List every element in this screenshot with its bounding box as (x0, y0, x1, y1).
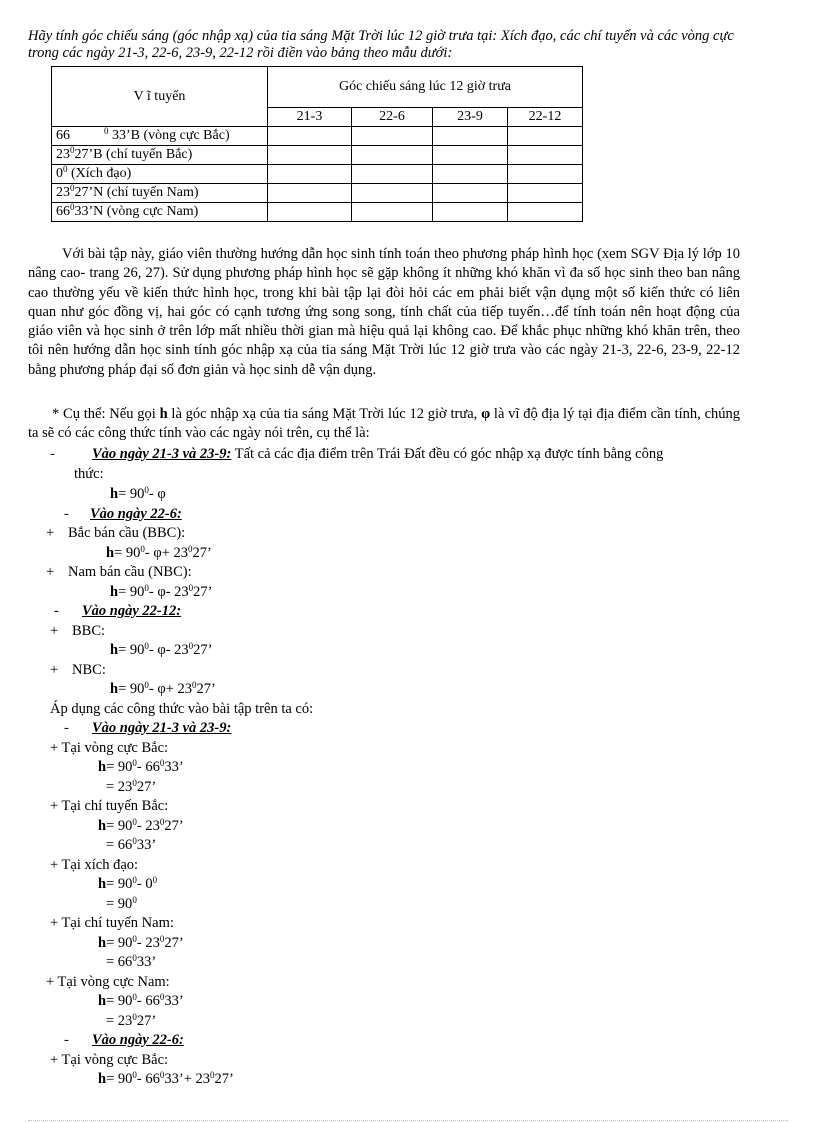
calc-result: = $23^027$’ (106, 1012, 157, 1029)
bullet-plus: + (46, 525, 55, 541)
formula-june-nbc: $h= 90^0-$ φ- $23^027$’ (110, 583, 213, 600)
formula-december-nbc: $h= 90^0-$ $\varphi+ 23^027$’ (110, 680, 216, 697)
calc-line: $h= 90^0-$ $0^0$ (98, 875, 158, 892)
calc-case-equinox: Vào ngày 21-3 và 23-9: (92, 720, 232, 736)
paragraph-method: Với bài tập này, giáo viên thường hướng dẫn học sinh tính toán theo phương pháp hình học (xem SGV Địa lý lớp 10 nâng cao- trang 26, 27). Sử dụng phương pháp hình học sẽ gặp không ít những khó khăn vì đa số học sinh theo ban nâng cao thường yếu về kiến thức hình học, trong khi bài tập lại đòi hỏi các em phải biết vận dụng một số kiến thức có liên quan như góc đồng vị, hai góc có cạnh tương ứng song song, tính chất của tiếp tuyến…để tính toán nên hoạt động của giáo viên và học sinh ở trên lớp mất nhiều thời gian mà hiệu quả lại không cao. Để khắc phục những khó khăn trên, theo tôi nên hướng dẫn học sinh tính góc nhập xạ của tia sáng Mặt Trời lúc 12 giờ trưa vào các ngày 21-3, 22-6, 23-9, 22-12 bằng phương pháp đại số đơn giản và học sinh dễ vận dụng. (28, 246, 740, 378)
col-latitude-header: V ĩ tuyến (52, 67, 268, 127)
calc-line: $h= 90^0-$ $23^027$’ (98, 934, 184, 951)
table-row (52, 165, 583, 184)
calc-line: $h= 90^0-$ $23^027$’ (98, 817, 184, 834)
label-bbc-short: BBC: (72, 623, 106, 639)
date-header: 23-9 (433, 108, 508, 127)
calc-label: + Tại chí tuyến Bắc: (50, 798, 169, 814)
latitude-cell: $66^033’N$ (vòng cực Nam) (52, 203, 268, 222)
apply-text: Áp dụng các công thức vào bài tập trên ta có: (50, 701, 314, 717)
case-equinox-cont: thức: (74, 466, 104, 482)
label-nbc: Nam bán cầu (NBC): (68, 564, 192, 580)
bullet-dash: - (64, 720, 69, 736)
date-header: 22-12 (508, 108, 583, 127)
case-june: Vào ngày 22-6: (90, 506, 182, 522)
calc-label: + Tại vòng cực Bắc: (50, 740, 169, 756)
page-bottom-rule (28, 1120, 788, 1121)
latitude-table (51, 66, 583, 222)
latitude-cell: 66 $^0$ 33’B (vòng cực Bắc) (52, 127, 268, 146)
case-december: Vào ngày 22-12: (82, 603, 182, 619)
bullet-dash: - (64, 506, 69, 522)
calc-case-june: Vào ngày 22-6: (92, 1032, 184, 1048)
date-header: 21-3 (268, 108, 352, 127)
col-angle-header: Góc chiếu sáng lúc 12 giờ trưa (268, 67, 583, 108)
bullet-plus: + (46, 564, 55, 580)
formula-june-bbc: $h= 90^0-$ $\varphi+ 23^027$’ (106, 544, 212, 561)
case-equinox: Vào ngày 21-3 và 23-9: Tất cả các địa điểm trên Trái Đất đều có góc nhập xạ được tính bằng công (92, 446, 664, 462)
calc-result: = $90^0$ (106, 895, 137, 912)
calc-result: = $66^033$’ (106, 836, 157, 853)
calc-result: = $23^027$’ (106, 778, 157, 795)
calc-label: + Tại chí tuyến Nam: (50, 915, 174, 931)
calc-line: $h= 90^0-$ $66^033$’ (98, 992, 184, 1009)
paragraph-formula-intro: * Cụ thể: Nếu gọi h là góc nhập xạ của tia sáng Mặt Trời lúc 12 giờ trưa, φ là vĩ độ địa lý tại địa điểm cần tính, chúng ta sẽ có các công thức tính vào các ngày nói trên, cụ thể là: (28, 406, 741, 442)
latitude-cell: $23^027’N$ (chí tuyến Nam) (52, 184, 268, 203)
label-nbc-short: NBC: (72, 662, 106, 678)
formula-december-bbc: $h= 90^0-$ φ- $23^027$’ (110, 641, 213, 658)
bullet-dash: - (54, 603, 59, 619)
formula-equinox: $h= 90^0-$ φ (110, 485, 166, 502)
calc-label: + Tại vòng cực Bắc: (50, 1052, 169, 1068)
bullet-dash: - (50, 446, 55, 462)
calc-line: $h= 90^0-$ $66^033’+ 23^027$’ (98, 1070, 234, 1087)
calc-label: + Tại xích đạo: (50, 857, 139, 873)
table-row (52, 127, 583, 146)
latitude-cell: $0^0$ (Xích đạo) (52, 165, 268, 184)
latitude-cell: $23^027’B$ (chí tuyến Bắc) (52, 146, 268, 165)
label-bbc: Bắc bán cầu (BBC): (68, 525, 186, 541)
table-row (52, 203, 583, 222)
bullet-plus: + (50, 662, 59, 678)
calc-result: = $66^033$’ (106, 953, 157, 970)
bullet-plus: + (50, 623, 59, 639)
intro-text: Hãy tính góc chiếu sáng (góc nhập xạ) của tia sáng Mặt Trời lúc 12 giờ trưa tại: Xích đạo, các chí tuyến và các vòng cực trong các ngày 21-3, 22-6, 23-9, 22-12 rồi điền vào bảng theo mẫu dưới: (28, 28, 734, 61)
calc-line: $h= 90^0-$ $66^033$’ (98, 758, 184, 775)
bullet-dash: - (64, 1032, 69, 1048)
table-row (52, 184, 583, 203)
date-header: 22-6 (352, 108, 433, 127)
table-row (52, 146, 583, 165)
calc-label: + Tại vòng cực Nam: (46, 974, 170, 990)
